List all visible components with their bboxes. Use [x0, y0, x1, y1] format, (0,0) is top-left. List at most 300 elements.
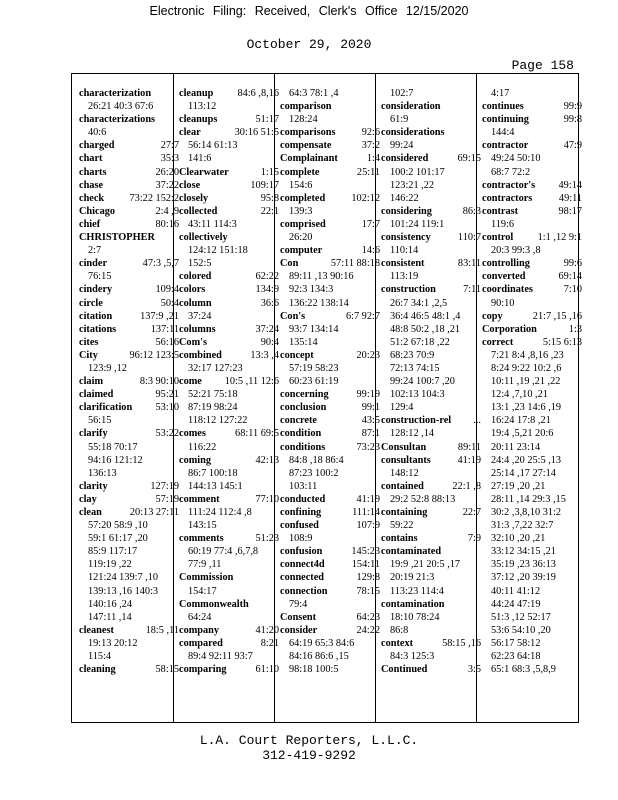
index-word: comment	[179, 493, 220, 505]
index-refs: 57:19	[155, 493, 179, 505]
index-refs: 129:4	[390, 402, 414, 414]
index-term	[179, 166, 279, 179]
index-refs: 72:13 74:15	[390, 362, 440, 374]
index-word: computer	[280, 245, 323, 257]
index-term	[381, 480, 481, 493]
index-word: Continued	[381, 664, 428, 676]
index-refs: 99:9	[563, 101, 582, 113]
column-divider	[173, 74, 174, 722]
index-term	[79, 388, 179, 401]
index-refs: 7:10	[563, 284, 582, 296]
index-refs: 68:23 70:9	[390, 349, 435, 361]
index-word: connect4d	[280, 559, 325, 571]
index-word: Consent	[280, 611, 317, 623]
index-refs: 28:11 ,14 29:3 ,15	[491, 493, 566, 505]
index-refs: 144:13 145:1	[188, 480, 243, 492]
index-term	[482, 336, 582, 349]
index-term	[280, 349, 380, 362]
index-refs: 27:7	[160, 140, 179, 152]
index-refs: 37:12 ,20 39:19	[491, 572, 556, 584]
index-word: copy	[482, 310, 503, 322]
index-refs: 21:7 ,15 ,16	[532, 310, 582, 322]
index-term	[381, 231, 481, 244]
index-refs: 18:5 ,11	[145, 624, 179, 636]
index-refs: 102:7	[390, 88, 414, 99]
index-refs: 99:24	[390, 140, 414, 152]
index-refs: 107:9	[356, 520, 380, 532]
index-refs: 137:9 ,21	[140, 310, 179, 322]
index-refs: 36:4 46:5 48:1 ,4	[390, 310, 461, 322]
index-term	[280, 558, 380, 571]
index-refs: 109:17	[250, 179, 279, 191]
index-refs: 59:22	[390, 520, 414, 532]
index-refs: 121:24 139:7 ,10	[88, 572, 159, 584]
index-word: colored	[179, 271, 212, 283]
index-refs: 49:11	[558, 192, 582, 204]
index-refs: 62:23 64:18	[491, 651, 541, 663]
reporter-company: L.A. Court Reporters, L.L.C.	[199, 733, 419, 748]
index-refs: 1:15	[260, 166, 279, 178]
index-term	[280, 571, 380, 584]
index-word: City	[79, 349, 98, 361]
index-word: chief	[79, 218, 101, 230]
index-term	[381, 454, 481, 467]
index-term	[482, 270, 582, 283]
index-term	[280, 427, 380, 440]
index-refs: 73:22 152:2	[129, 192, 179, 204]
index-refs: 27:19 ,20 ,21	[491, 480, 546, 492]
index-word: construction	[381, 284, 436, 296]
index-refs: 137:11	[150, 323, 179, 335]
index-refs: 95:21	[155, 389, 179, 401]
index-refs: 69:14	[558, 271, 582, 283]
index-refs: 8:24 9:22 10:2 ,6	[491, 362, 562, 374]
index-term	[381, 283, 481, 296]
index-word: cites	[79, 336, 99, 348]
index-term	[79, 257, 179, 270]
index-refs: 49:24 50:10	[491, 153, 541, 165]
index-term	[482, 283, 582, 296]
index-refs: 51:23	[255, 533, 279, 545]
index-term	[280, 139, 380, 152]
index-term	[79, 297, 179, 310]
index-word: consideration	[381, 101, 441, 113]
index-refs: 41:20	[255, 624, 279, 636]
index-refs: 60:19 77:4 ,6,7,8	[188, 546, 259, 558]
index-term	[280, 126, 380, 139]
index-term	[482, 192, 582, 205]
index-word: control	[482, 232, 514, 244]
index-refs: 119:19 ,22	[88, 559, 132, 571]
index-refs: 51:17	[255, 114, 279, 126]
index-word: coming	[179, 454, 212, 466]
index-refs: 119:6	[491, 218, 515, 230]
index-term	[179, 532, 279, 545]
index-refs: 20:3 99:3 ,8	[491, 245, 541, 257]
index-refs: 100:2 101:17	[390, 166, 445, 178]
index-word: conditions	[280, 441, 326, 453]
index-refs: 76:15	[88, 271, 112, 283]
reporter-phone: 312-419-9292	[262, 748, 356, 763]
index-refs: 92:3 134:3	[289, 284, 334, 296]
index-refs: 115:4	[88, 651, 112, 663]
index-refs: 1:1 ,12 9:1	[537, 232, 582, 244]
index-word: contractors	[482, 192, 533, 204]
index-refs: 141:6	[188, 153, 212, 165]
index-refs: 36:6	[260, 297, 279, 309]
index-refs: 145:23	[351, 546, 380, 558]
index-refs: 93:7 134:14	[289, 323, 339, 335]
index-word: check	[79, 192, 105, 204]
index-term	[280, 401, 380, 414]
filing-stamp: Electronic Filing: Received, Clerk's Office 12/15/2020	[149, 4, 469, 18]
index-refs: 57:19 58:23	[289, 362, 339, 374]
index-word: consistency	[381, 232, 431, 244]
index-term	[381, 414, 481, 427]
index-refs: 64:23	[356, 611, 380, 623]
index-word: chase	[79, 179, 104, 191]
index-term	[482, 205, 582, 218]
index-word: cleanest	[79, 624, 114, 636]
index-refs: 96:12 123:5	[129, 349, 179, 361]
index-refs: 37:24	[188, 310, 212, 322]
index-refs: 22:1	[260, 205, 279, 217]
index-word: clarity	[79, 480, 108, 492]
index-word: claimed	[79, 389, 114, 401]
index-refs: 154:11	[351, 559, 380, 571]
index-refs: 136:22 138:14	[289, 297, 349, 309]
index-term	[381, 532, 481, 545]
index-refs: 78:15	[356, 585, 380, 597]
index-refs: 24:22	[356, 624, 380, 636]
index-refs: 16:24 17:8 ,21	[491, 415, 551, 427]
index-word: compensate	[280, 140, 332, 152]
index-refs: 73:23	[356, 441, 380, 453]
index-refs: 140:16 ,24	[88, 598, 133, 610]
index-refs: 31:3 ,7,22 32:7	[491, 520, 554, 532]
index-refs: 84:3 125:3	[390, 651, 435, 663]
index-word: cindery	[79, 284, 113, 296]
index-word: coordinates	[482, 284, 533, 296]
index-refs: 84:16 86:6 ,15	[289, 651, 349, 663]
index-refs: 103:11	[289, 480, 318, 492]
index-refs: 51:2 67:18 ,22	[390, 336, 450, 348]
index-term	[381, 441, 481, 454]
index-term	[280, 218, 380, 231]
index-refs: 111:24 112:4 ,8	[188, 507, 252, 518]
index-refs: 56:14 61:13	[188, 140, 238, 152]
index-refs: 1:3	[568, 323, 582, 335]
index-term	[179, 283, 279, 296]
index-refs: 101:24 119:1	[390, 218, 445, 230]
index-term	[482, 113, 582, 126]
index-term	[482, 323, 582, 336]
index-refs: 60:23 61:19	[289, 376, 339, 388]
index-refs: 85:9 117:17	[88, 546, 138, 558]
column-divider	[375, 74, 376, 722]
index-term	[280, 310, 380, 323]
index-word: containing	[381, 507, 428, 518]
index-term	[179, 493, 279, 506]
index-refs: 47:3 ,5,7	[142, 258, 179, 270]
index-refs: 129:8	[356, 572, 380, 584]
index-refs: 89:4 92:11 93:7	[188, 651, 253, 663]
index-term	[79, 336, 179, 349]
index-word: contamination	[381, 598, 445, 610]
index-word: claim	[79, 376, 104, 388]
index-refs: 109:4	[155, 284, 179, 296]
index-refs: 14:6	[361, 245, 380, 257]
index-term	[280, 493, 380, 506]
index-word: consistent	[381, 258, 425, 270]
index-word: Con	[280, 258, 299, 270]
index-word: charts	[79, 166, 107, 178]
index-word: characterizations	[79, 114, 156, 126]
index-refs: 62:22	[255, 271, 279, 283]
index-refs: 57:20 58:9 ,10	[88, 520, 148, 532]
index-refs: 18:10 78:24	[390, 611, 440, 623]
index-term	[280, 192, 380, 205]
index-column-5	[482, 87, 582, 717]
index-refs: 86:8	[390, 624, 409, 636]
index-refs: 13:3 ,4	[250, 349, 279, 361]
index-refs: 13:1 ,23 14:6 ,19	[491, 402, 562, 414]
index-refs: 22:7	[462, 507, 481, 518]
index-word: cleanup	[179, 88, 214, 99]
index-word: considerations	[381, 127, 445, 139]
index-term	[280, 506, 380, 519]
index-word: comments	[179, 533, 224, 545]
index-refs: 87:1	[361, 428, 380, 440]
index-term	[79, 401, 179, 414]
index-term	[179, 375, 279, 388]
index-refs: 113:12	[188, 101, 217, 113]
index-word: comparisons	[280, 127, 336, 139]
index-refs: 2:7	[88, 245, 102, 257]
index-word: comes	[179, 428, 206, 440]
index-term	[381, 257, 481, 270]
index-term	[79, 349, 179, 362]
index-refs: 83:11	[457, 258, 481, 270]
index-refs: 30:2 ,3,8,10 31:2	[491, 507, 562, 518]
index-refs: 68:7 72:2	[491, 166, 531, 178]
index-term	[381, 126, 481, 139]
index-word: contained	[381, 480, 424, 492]
index-term	[280, 257, 380, 270]
index-term	[79, 375, 179, 388]
index-word: columns	[179, 323, 216, 335]
index-refs: 17:7	[361, 218, 380, 230]
index-column-1	[79, 87, 179, 717]
index-term	[482, 257, 582, 270]
index-refs: 64:3 78:1 ,4	[289, 88, 339, 99]
index-word: citation	[79, 310, 113, 322]
column-divider	[476, 74, 477, 722]
index-refs: 89:11	[457, 441, 481, 453]
index-refs: 99:1	[361, 402, 380, 414]
index-refs: 49:14	[558, 179, 582, 191]
index-refs: 32:17 127:23	[188, 362, 243, 374]
index-term	[179, 231, 279, 244]
index-refs: 37:24	[255, 323, 279, 335]
index-word: clarification	[79, 402, 133, 414]
index-refs: 58:15 ,16	[442, 637, 481, 649]
index-refs: 26:7 34:1 ,2,5	[390, 297, 448, 309]
index-refs: 30:16 51:5	[234, 127, 279, 139]
index-refs: 3:5	[467, 664, 481, 676]
index-word: concept	[280, 349, 314, 361]
index-term	[79, 480, 179, 493]
index-word: company	[179, 624, 220, 636]
index-word: consultants	[381, 454, 431, 466]
index-word: construction-rel	[381, 415, 452, 427]
index-term	[179, 336, 279, 349]
index-refs: 56:15	[88, 415, 112, 427]
index-term	[79, 152, 179, 165]
index-refs: 128:24	[289, 114, 318, 126]
index-refs: 84:6 ,8,16	[237, 88, 279, 99]
index-word: contractor's	[482, 179, 536, 191]
index-word: Corporation	[482, 323, 537, 335]
index-refs: 26:20	[289, 232, 313, 244]
index-term	[280, 414, 380, 427]
index-term	[381, 205, 481, 218]
index-term	[280, 100, 380, 113]
index-term	[482, 179, 582, 192]
index-refs: 61:9	[390, 114, 409, 126]
index-word: contractor	[482, 140, 529, 152]
index-term	[381, 598, 481, 611]
index-refs: 4:17	[491, 88, 510, 99]
index-refs: 144:4	[491, 127, 515, 139]
index-refs: 44:24 47:19	[491, 598, 541, 610]
index-term	[79, 205, 179, 218]
index-refs: 48:8 50:2 ,18 ,21	[390, 323, 461, 335]
index-refs: 146:22	[390, 192, 419, 204]
index-word: clean	[79, 507, 102, 518]
index-refs: 139:3	[289, 205, 313, 217]
index-refs: 86:3	[462, 205, 481, 217]
index-word: Commission	[179, 572, 234, 584]
index-word: Clearwater	[179, 166, 229, 178]
index-refs: 19:9 ,21 20:5 ,17	[390, 559, 461, 571]
index-refs: 139:13 ,16 140:3	[88, 585, 159, 597]
index-refs: 99:24 100:7 ,20	[390, 376, 455, 388]
index-term	[79, 87, 179, 100]
index-refs: 89:11 ,13 90:16	[289, 271, 354, 283]
index-term	[482, 310, 582, 323]
index-refs: 51:3 ,12 52:17	[491, 611, 551, 623]
index-refs: 64:24	[188, 611, 212, 623]
index-refs: 56:17 58:12	[491, 637, 541, 649]
index-word: cleaning	[79, 664, 116, 676]
index-refs: 99:19	[356, 389, 380, 401]
index-refs: 7:9	[467, 533, 481, 545]
index-word: colors	[179, 284, 206, 296]
index-term	[280, 624, 380, 637]
index-term	[280, 585, 380, 598]
index-word: correct	[482, 336, 514, 348]
index-refs: 53:22	[155, 428, 179, 440]
index-refs: 20:11 23:14	[491, 441, 541, 453]
index-refs: 56:16	[155, 336, 179, 348]
index-term	[179, 126, 279, 139]
index-word: CHRISTOPHER	[79, 232, 155, 244]
index-refs: 90:4	[260, 336, 279, 348]
index-refs: 64:19 65:3 84:6	[289, 637, 355, 649]
index-word: collected	[179, 205, 218, 217]
index-term	[482, 231, 582, 244]
index-refs: 40:11 41:12	[491, 585, 541, 597]
index-refs: 19:13 20:12	[88, 637, 138, 649]
index-term	[381, 545, 481, 558]
index-term	[280, 611, 380, 624]
index-word: clarify	[79, 428, 108, 440]
index-refs: 19:4 ,5,21 20:6	[491, 428, 554, 440]
index-word: contaminated	[381, 546, 442, 558]
index-refs: 7:21 8:4 ,8,16 ,23	[491, 349, 564, 361]
index-word: complete	[280, 166, 320, 178]
index-term	[179, 179, 279, 192]
index-refs: 147:11 ,14	[88, 611, 132, 623]
index-term	[79, 427, 179, 440]
index-term	[381, 637, 481, 650]
index-word: column	[179, 297, 212, 309]
index-refs: 25:14 ,17 27:14	[491, 467, 556, 479]
index-word: concrete	[280, 415, 317, 427]
index-refs: 57:11 88:18	[330, 258, 380, 270]
index-word: chart	[79, 153, 103, 165]
index-word: converted	[482, 271, 526, 283]
index-refs: 95:8	[260, 192, 279, 204]
index-word: conclusion	[280, 402, 327, 414]
index-refs: 79:4	[289, 598, 308, 610]
index-refs: 110:7	[457, 232, 481, 244]
index-term	[179, 297, 279, 310]
index-term	[79, 506, 179, 519]
index-refs: 26:21 40:3 67:6	[88, 101, 154, 113]
column-divider	[274, 74, 275, 722]
index-term	[280, 244, 380, 257]
index-refs: 47:9	[563, 140, 582, 152]
index-word: cleanups	[179, 114, 218, 126]
index-refs: 20:23	[356, 349, 380, 361]
index-column-3	[280, 87, 380, 717]
index-refs: 43:5	[361, 415, 380, 427]
index-term	[179, 598, 279, 611]
index-term	[79, 624, 179, 637]
index-refs: 143:15	[188, 520, 217, 532]
index-word: controlling	[482, 258, 530, 270]
index-refs: 154:17	[188, 585, 217, 597]
index-refs: 68:11 69:5	[235, 428, 279, 440]
index-word: consider	[280, 624, 318, 636]
index-refs: 37:2	[361, 140, 380, 152]
index-word: Con's	[280, 310, 306, 322]
index-refs: 26:20	[155, 166, 179, 178]
index-word: closely	[179, 192, 209, 204]
index-word: comparison	[280, 101, 332, 113]
index-refs: 152:5	[188, 258, 212, 270]
index-term	[280, 441, 380, 454]
index-refs: 87:19 98:24	[188, 402, 238, 414]
index-word: circle	[79, 297, 103, 309]
index-term	[79, 139, 179, 152]
index-refs: 59:1 61:17 ,20	[88, 533, 148, 545]
index-refs: ...	[473, 415, 481, 427]
index-term	[280, 388, 380, 401]
index-refs: 8:3 90:10	[139, 376, 179, 388]
